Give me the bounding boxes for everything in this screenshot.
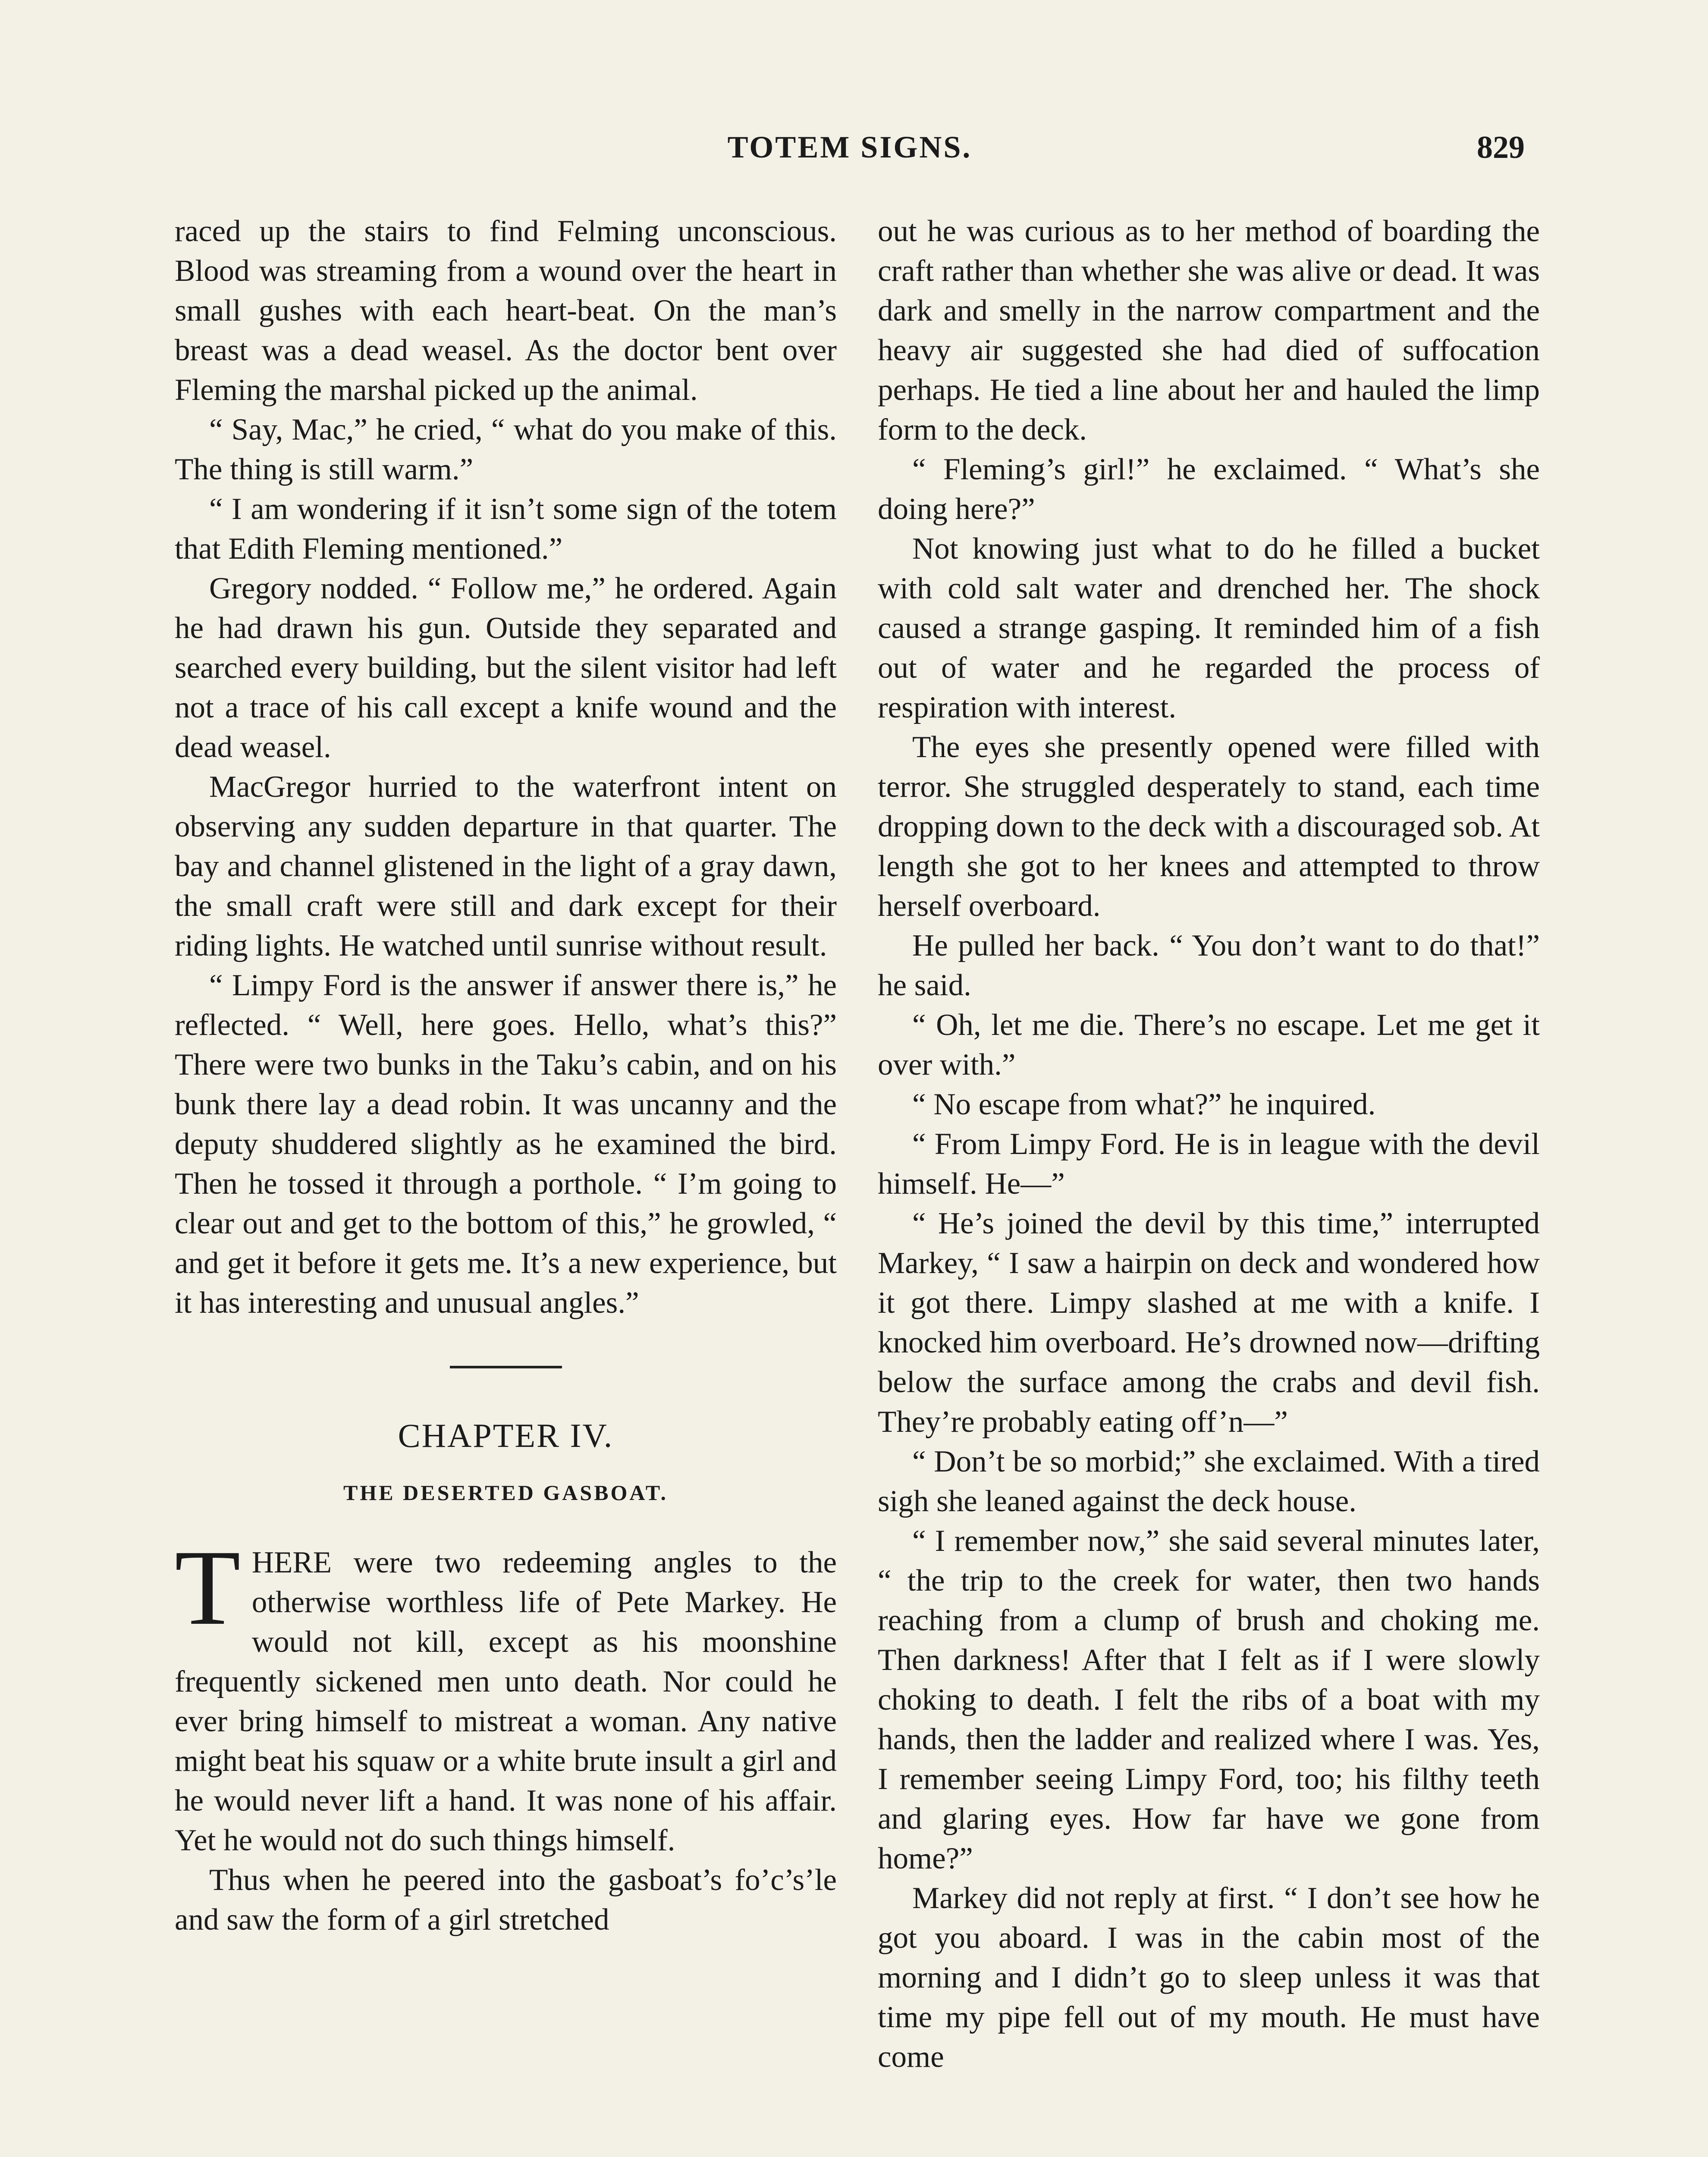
paragraph: Markey did not reply at first. “ I don’t see how he got you aboard. I was in the cabin most of the morning and I didn’t go to sleep unless it was that time my pipe fell out of my mouth. He must have come — [878, 1881, 1540, 2074]
paragraph: “ From Limpy Ford. He is in league with the devil himself. He—” — [878, 1127, 1540, 1201]
paragraph: “ Fleming’s girl!” he exclaimed. “ What’s she doing here?” — [878, 453, 1540, 526]
paragraph: “ Oh, let me die. There’s no escape. Let me get it over with.” — [878, 1008, 1540, 1082]
right-column — [878, 211, 1540, 2157]
paragraph: The eyes she presently opened were filled with terror. She struggled desperately to stand, each time dropping down to the deck with a discouraged sob. At length she got to her knees and attempted to throw herself overboard. — [878, 730, 1540, 923]
paragraph: Gregory nodded. “ Follow me,” he ordered. Again he had drawn his gun. Outside they separated and searched every building, but the silent visitor had left not a trace of his call except a knife wound and the dead weasel. — [175, 572, 837, 764]
left-column — [175, 211, 837, 2157]
paragraph: “ Say, Mac,” he cried, “ what do you make of this. The thing is still warm.” — [175, 413, 837, 486]
paragraph: “ I am wondering if it isn’t some sign of the totem that Edith Fleming mentioned.” — [175, 492, 837, 566]
drop-cap: T — [175, 1528, 241, 1648]
paragraph: He pulled her back. “ You don’t want to do that!” he said. — [878, 929, 1540, 1002]
paragraph: “ I remember now,” she said several minutes later, “ the trip to the creek for water, then two hands reaching from a clump of brush and choking me. Then darkness! After that I felt as if I were slowly choking to death. I felt the ribs of a boat with my hands, then the ladder and realized where I was. Yes, I remember seeing Limpy Ford, too; his filthy teeth and glaring eyes. How far have we gone from home?” — [878, 1524, 1540, 1875]
chapter-title: CHAPTER IV. — [398, 1417, 614, 1454]
page-header — [175, 129, 1525, 186]
paragraph: raced up the stairs to find Felming unconscious. Blood was streaming from a wound over the heart in small gushes with each heart-beat. On the man’s breast was a dead weasel. As the doctor bent over Fleming the marshal picked up the animal. — [175, 214, 837, 407]
chapter-subtitle: THE DESERTED GASBOAT. — [343, 1481, 668, 1505]
chapter-opening-paragraph — [175, 1528, 837, 1860]
paragraph: Not knowing just what to do he filled a bucket with cold salt water and drenched her. The shock caused a strange gasping. It reminded him of a fish out of water and he regarded the process of respiration with interest. — [878, 532, 1540, 724]
section-divider — [450, 1366, 562, 1368]
paragraph: out he was curious as to her method of boarding the craft rather than whether she was alive or dead. It was dark and smelly in the narrow compartment and the heavy air suggested she had died of suffocation perhaps. He tied a line about her and hauled the limp form to the deck. — [878, 214, 1540, 446]
page-number: 829 — [1477, 130, 1525, 165]
paragraph: MacGregor hurried to the waterfront intent on observing any sudden departure in that quarter. The bay and channel glistened in the light of a gray dawn, the small craft were still and dark except for their riding lights. He watched until sunrise without result. — [175, 770, 837, 962]
paragraph: “ Don’t be so morbid;” she exclaimed. With a tired sigh she leaned against the deck house. — [878, 1445, 1540, 1518]
paragraph: Thus when he peered into the gasboat’s fo’c’s’le and saw the form of a girl stretched — [175, 1863, 837, 1937]
paragraph: “ No escape from what?” he inquired. — [912, 1088, 1376, 1121]
running-title: TOTEM SIGNS. — [727, 130, 972, 164]
paragraph: “ He’s joined the devil by this time,” interrupted Markey, “ I saw a hairpin on deck and wondered how it got there. Limpy slashed at me with a knife. I knocked him overboard. He’s drowned now—drifting below the surface among the crabs and devil fish. They’re probably eating off’n—” — [878, 1207, 1540, 1439]
paragraph-text: HERE were two redeeming angles to the otherwise worthless life of Pete Markey. He would not kill, except as his moonshine frequently sickened men unto death. Nor could he ever bring himself to mistreat a woman. Any native might beat his squaw or a white brute insult a girl and he would never lift a hand. It was none of his affair. Yet he would not do such things himself. — [175, 1546, 837, 1857]
paragraph: “ Limpy Ford is the answer if answer there is,” he reflected. “ Well, here goes. Hello, what’s this?” There were two bunks in the Taku’s cabin, and on his bunk there lay a dead robin. It was uncanny and the deputy shuddered slightly as he examined the bird. Then he tossed it through a porthole. “ I’m going to clear out and get to the bottom of this,” he growled, “ and get it before it gets me. It’s a new experience, but it has interesting and unusual angles.” — [175, 968, 837, 1320]
